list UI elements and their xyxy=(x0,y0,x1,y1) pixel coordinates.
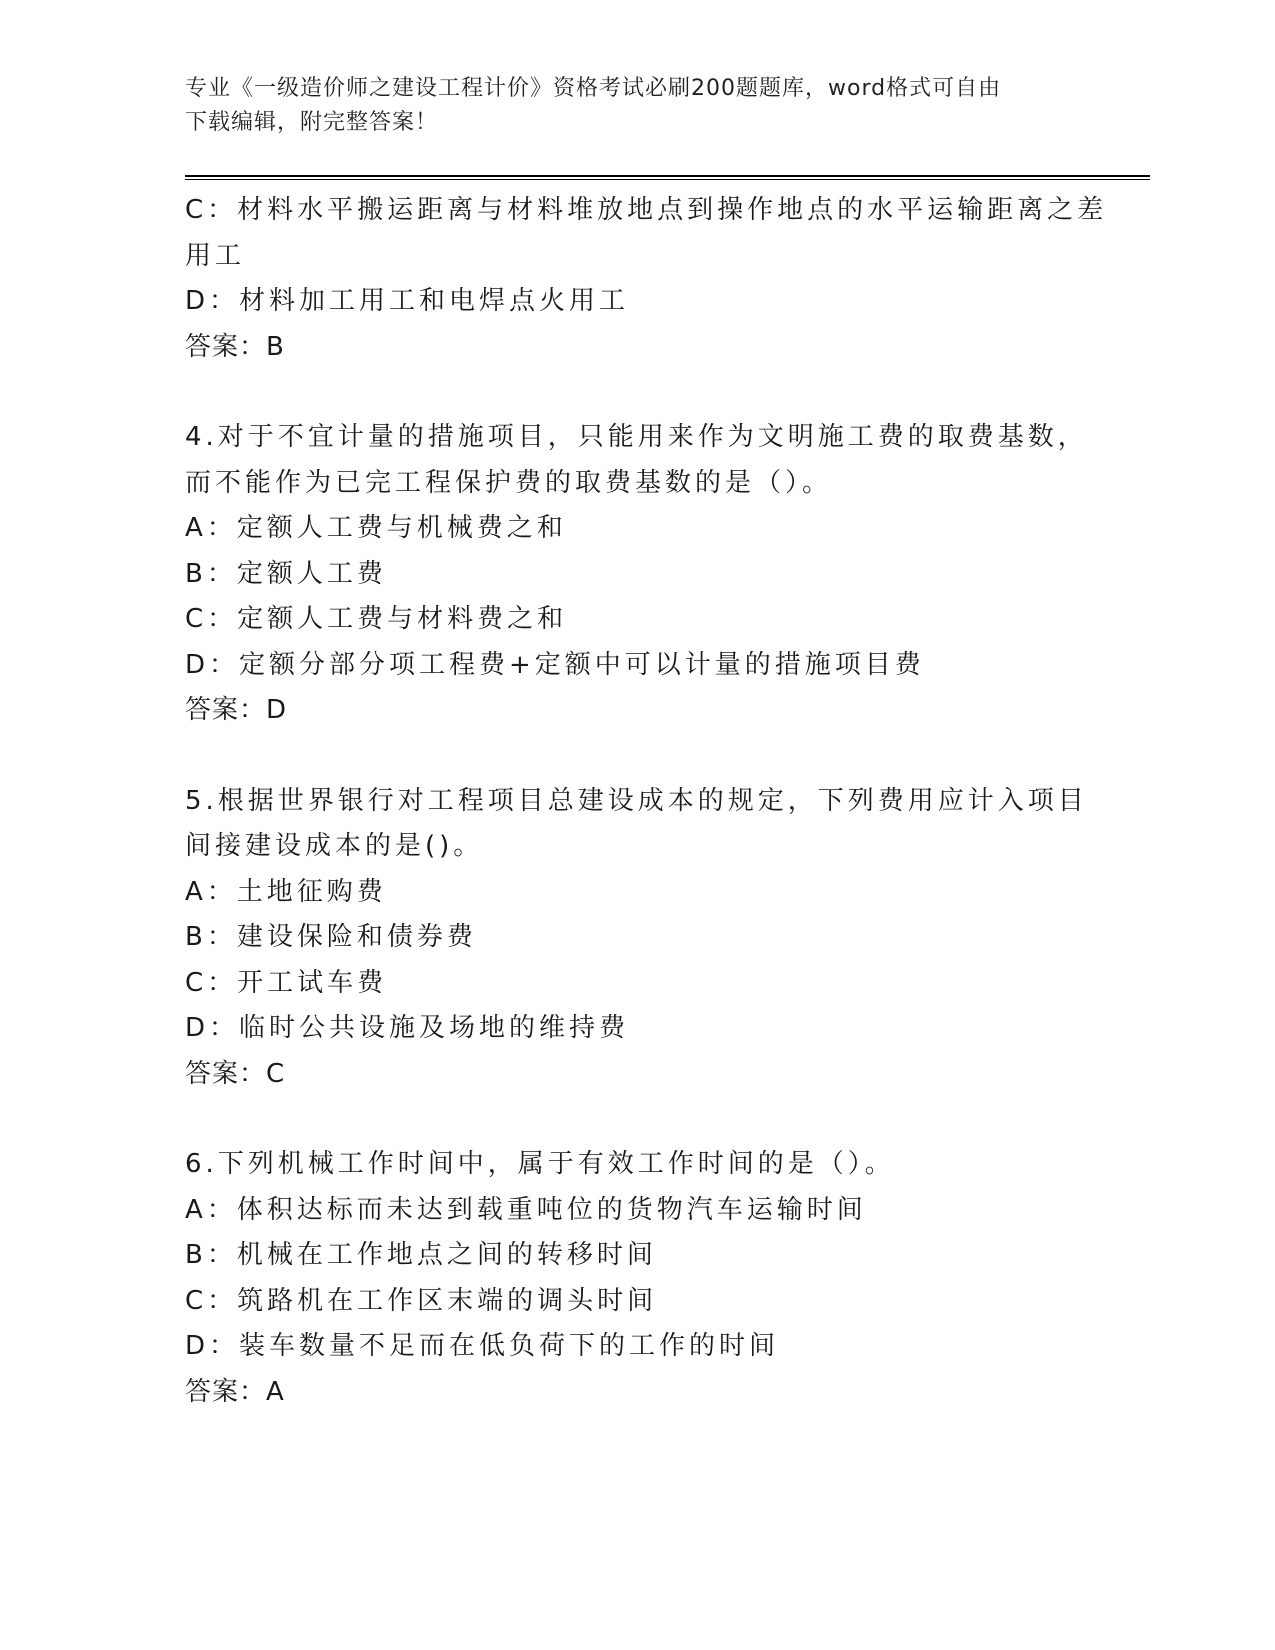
spacer xyxy=(185,734,1085,779)
option-a: A：定额人工费与机械费之和 xyxy=(185,513,567,543)
page-header xyxy=(185,72,1065,140)
question-stem: 6.下列机械工作时间中，属于有效工作时间的是（）。 xyxy=(185,1149,895,1179)
option-d: D：临时公共设施及场地的维持费 xyxy=(185,1013,630,1043)
header-line-1: 专业《一级造价师之建设工程计价》资格考试必刷200题题库，word格式可自由 xyxy=(185,76,1002,101)
question-stem-continued: 间接建设成本的是()。 xyxy=(185,831,484,861)
question-6 xyxy=(185,1142,1085,1415)
option-a: A：体积达标而未达到载重吨位的货物汽车运输时间 xyxy=(185,1194,867,1225)
question-stem: 5.根据世界银行对工程项目总建设成本的规定，下列费用应计入项目 xyxy=(185,785,1088,816)
question-3-fragment xyxy=(185,188,1108,370)
question-5 xyxy=(185,779,1088,1098)
option-d: D：装车数量不足而在低负荷下的工作的时间 xyxy=(185,1331,780,1361)
option-c: C：筑路机在工作区末端的调头时间 xyxy=(185,1285,658,1316)
option-d: D：材料加工用工和电焊点火用工 xyxy=(185,286,630,316)
header-divider xyxy=(185,175,1150,180)
question-stem-continued: 而不能作为已完工程保护费的取费基数的是（）。 xyxy=(185,467,833,498)
option-b: B：机械在工作地点之间的转移时间 xyxy=(185,1240,657,1270)
answer: 答案：B xyxy=(185,331,285,362)
option-d: D：定额分部分项工程费+定额中可以计量的措施项目费 xyxy=(185,649,925,680)
option-c: C：材料水平搬运距离与材料堆放地点到操作地点的水平运输距离之差 xyxy=(185,195,1108,225)
option-b: B：定额人工费 xyxy=(185,558,387,589)
header-line-2: 下载编辑，附完整答案！ xyxy=(185,110,439,135)
document-body xyxy=(185,188,1108,1415)
spacer xyxy=(185,370,1085,415)
question-stem: 4.对于不宜计量的措施项目，只能用来作为文明施工费的取费基数， xyxy=(185,422,1088,452)
option-c-continued: 用工 xyxy=(185,240,246,271)
option-c: C：定额人工费与材料费之和 xyxy=(185,604,568,634)
answer: 答案：A xyxy=(185,1376,285,1407)
answer: 答案：D xyxy=(185,695,288,725)
spacer xyxy=(185,1097,1085,1142)
option-a: A：土地征购费 xyxy=(185,876,387,907)
option-b: B：建设保险和债券费 xyxy=(185,922,477,952)
answer: 答案：C xyxy=(185,1058,286,1089)
question-4 xyxy=(185,415,1088,734)
option-c: C：开工试车费 xyxy=(185,967,388,998)
